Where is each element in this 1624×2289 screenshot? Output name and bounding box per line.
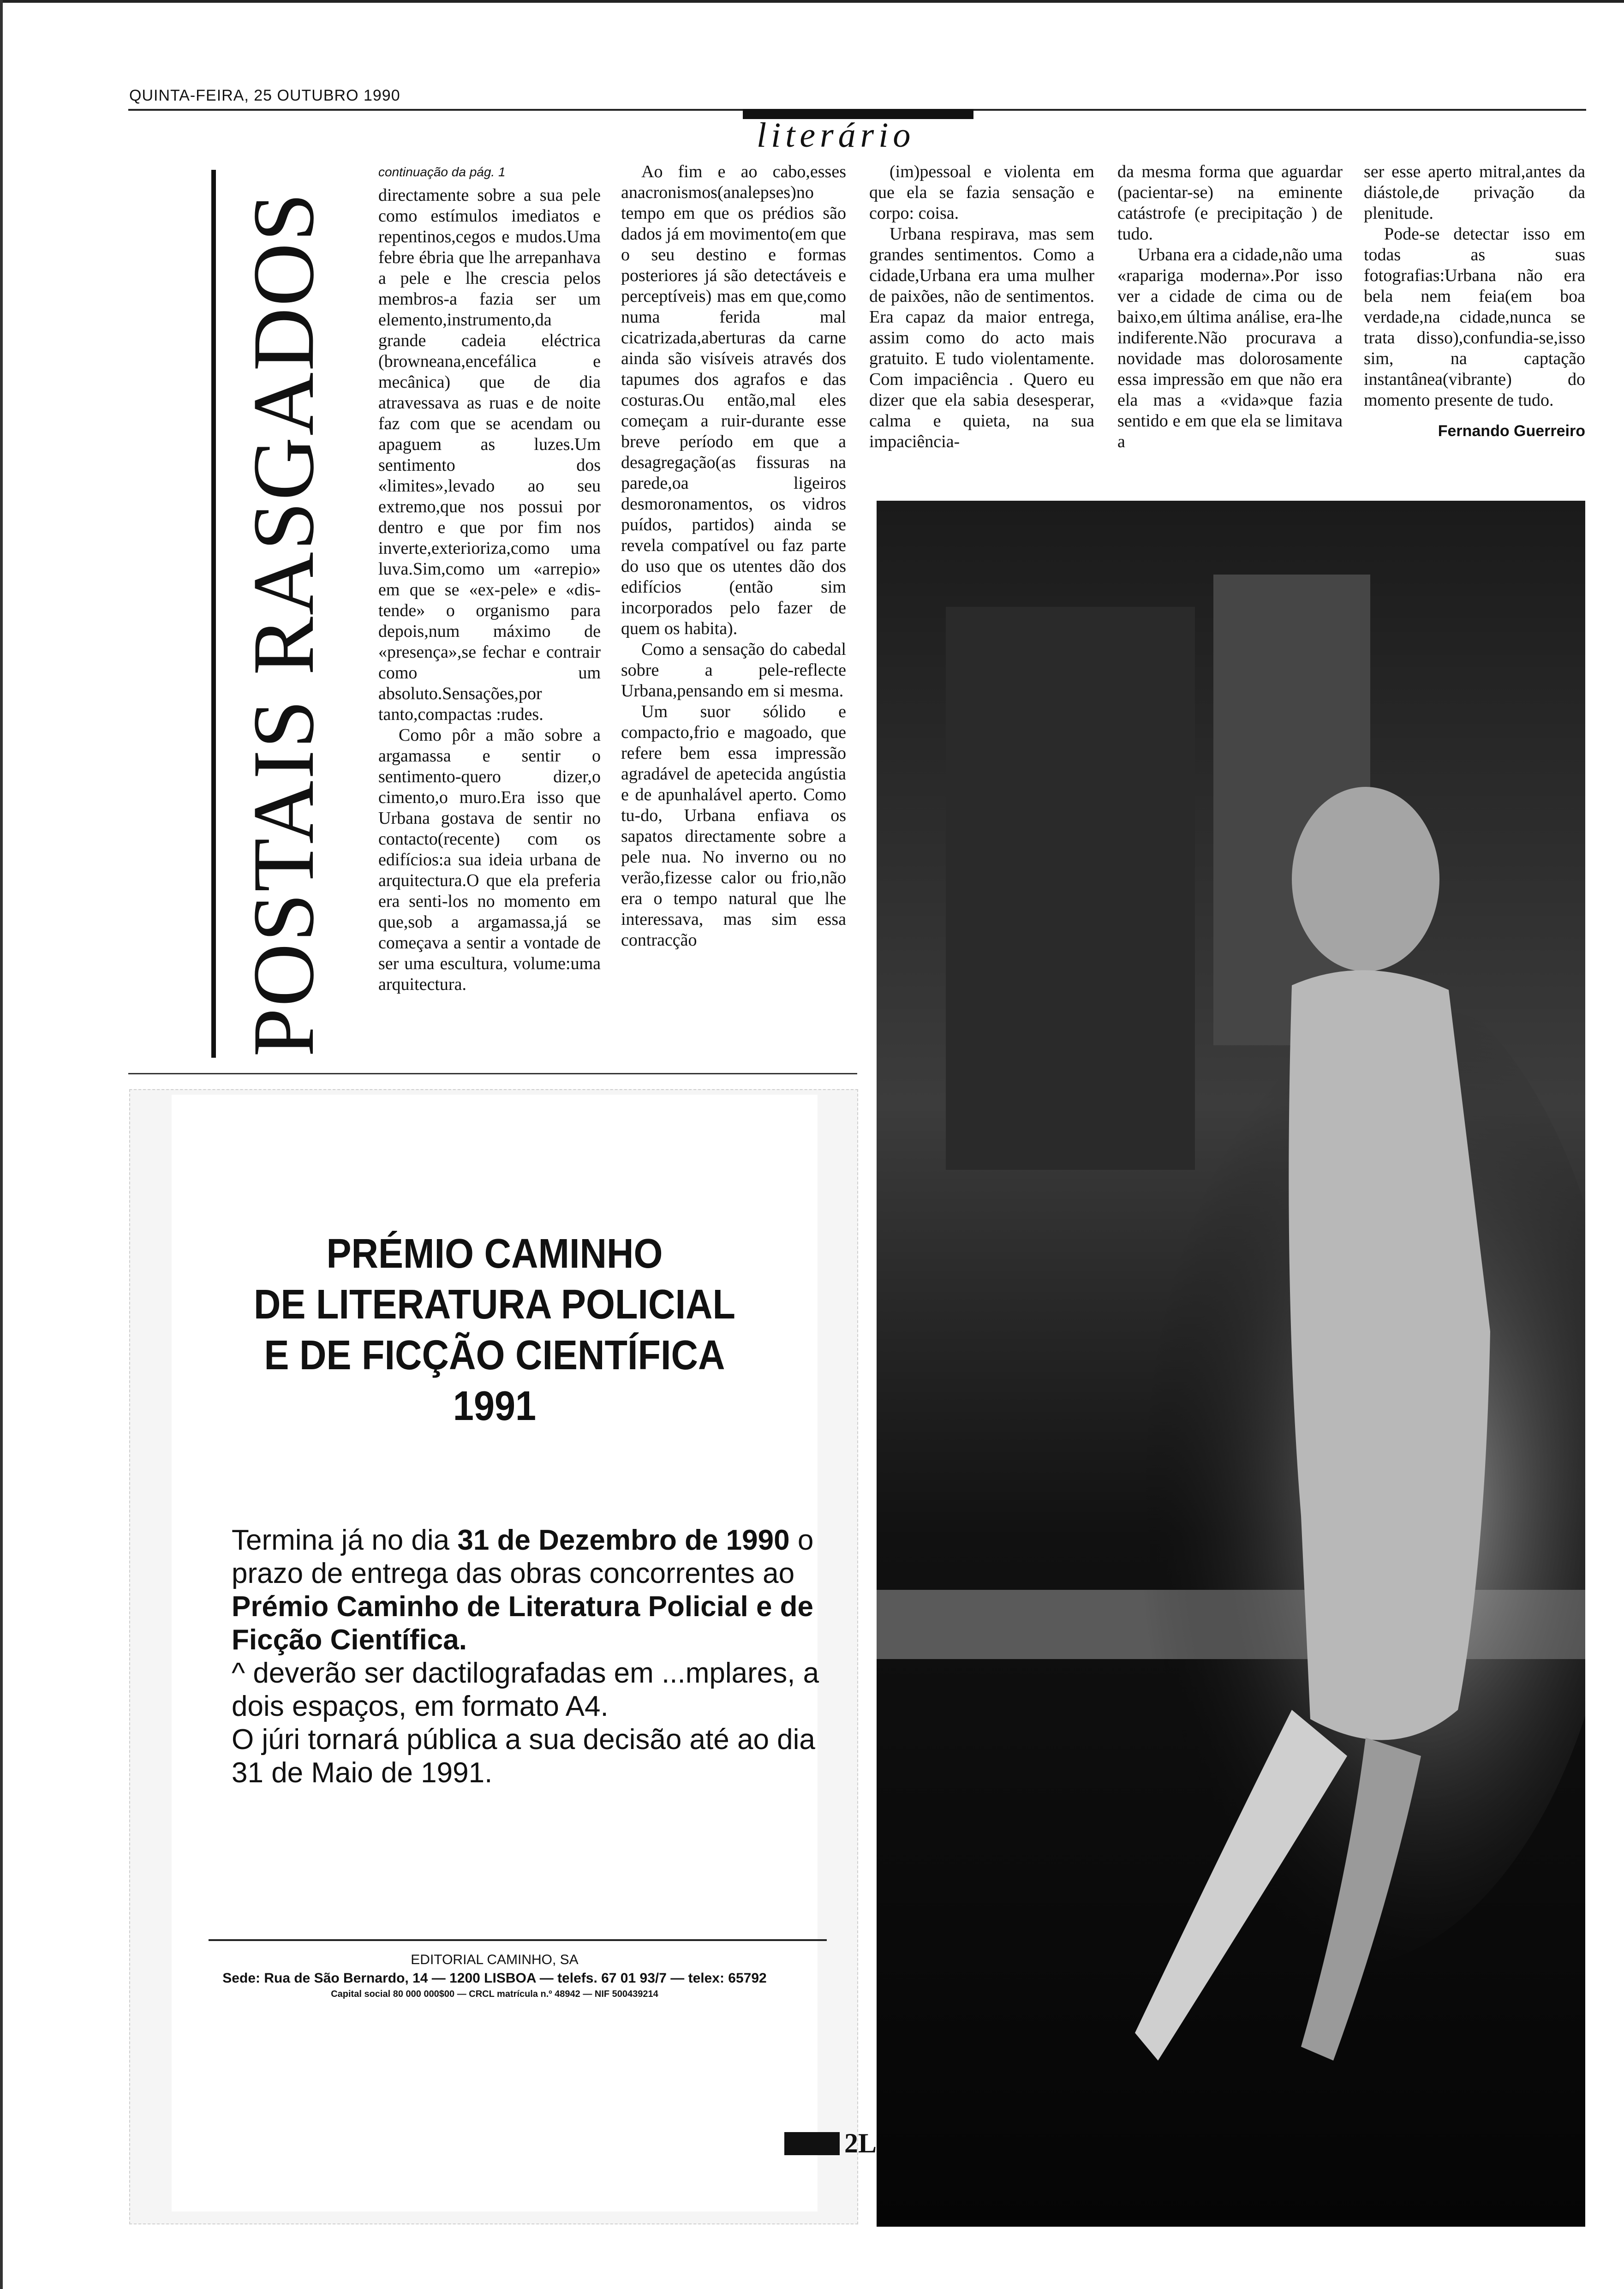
article-column-1 — [378, 162, 601, 995]
article-vertical-title: POSTAIS RASGADOS — [235, 191, 332, 1057]
vertical-title-rule — [211, 170, 216, 1058]
paragraph: da mesma forma que aguardar (pacientar-se) na eminente catástrofe (e precipitação ) de tudo. — [1117, 162, 1343, 244]
ad-title-line: DE LITERATURA POLICIAL — [254, 1282, 735, 1328]
ad-paragraph — [232, 1524, 831, 1657]
paragraph: Urbana respirava, mas sem grandes sentimentos. Como a cidade,Urbana era uma mulher de paixões, não de sentimentos. Era capaz da maior entrega, assim como do acto mais gratuito. E tudo violentamente. Com impaciência . Quero eu dizer que ela sabia desesperar, calma e quieta, na sua impaciência- — [869, 224, 1094, 451]
author-byline: Fernando Guerreiro — [1438, 422, 1585, 440]
ad-prize-name: Prémio Caminho de Literatura Policial e de Ficção Científica. — [232, 1591, 814, 1656]
left-border — [0, 0, 3, 2289]
paragraph: (im)pessoal e violenta em que ela se fazia sensação e corpo: coisa. — [869, 162, 1094, 223]
ad-title — [204, 1228, 785, 1432]
photo-figure-body — [1289, 970, 1490, 1740]
ad-text: o prazo de entrega das obras concorrentes ao — [232, 1524, 814, 1589]
article-column-3 — [869, 162, 1094, 452]
advertisement — [129, 1089, 858, 2224]
ad-paragraph: ^ deverão ser dactilografadas em ...mplares, a dois espaços, em formato A4. — [232, 1657, 819, 1722]
ad-body — [232, 1524, 831, 1790]
paragraph: directamente sobre a sua pele como estímulos imediatos e repentinos,cegos e mudos.Uma febre ébria que lhe arrepanhava a pele e lhe crescia pelos membros-a fazia ser um elemento,instrumento,da grande cadeia eléctrica (browneana,encefálica e mecânica) que de dia atravessava as ruas e de noite faz com que se acendam ou apaguem as luzes.Um sentimento dos «limites»,levado ao seu extremo,que nos possui por dentro e que por fim nos inverte,exterioriza,como uma luva.Sim,como um «arrepio» em que se «ex-pele» e «dis-tende» o organismo para depois,num máximo de «presença»,se fechar e contrair como um absoluto.Sensações,por tanto,compactas :rudes. — [378, 186, 601, 724]
section-title: literário — [757, 116, 915, 155]
top-border — [0, 0, 1624, 3]
paragraph: Urbana era a cidade,não uma «rapariga moderna».Por isso ver a cidade de cima ou de baixo,em última análise, era-lhe indiferente.Não procurava a novidade mas dolorosamente essa impressão em que não era ela mas a «vida»que fazia sentido e em que ela se limitava a — [1117, 245, 1343, 451]
newspaper-logo-icon — [784, 2132, 840, 2155]
ad-text: Termina já no dia — [232, 1524, 458, 1556]
ad-top-rule — [128, 1073, 857, 1074]
ad-legal: Capital social 80 000 000$00 — CRCL matrícula n.º 48942 — NIF 500439214 — [331, 1989, 658, 1999]
continuation-note: continuação da pág. 1 — [378, 165, 506, 179]
paragraph: Um suor sólido e compacto,frio e magoado, que refere bem essa impressão agradável de apetecida angústia e de apunhalável aperto. Como tu-do, Urbana enfiava os sapatos directamente sobre a pele nua. No inverno ou no verão,fizesse calor ou frio,não era o tempo natural que lhe interessava, mas sim essa contracção — [621, 702, 846, 950]
ad-title-line: 1991 — [453, 1383, 537, 1429]
paragraph: ser esse aperto mitral,antes da diástole,de privação da plenitude. — [1364, 162, 1585, 223]
ad-footer-rule — [209, 1939, 827, 1941]
page-number: 2L — [844, 2128, 877, 2158]
ad-paragraph: O júri tornará pública a sua decisão até ao dia 31 de Maio de 1991. — [232, 1724, 815, 1789]
date-line: QUINTA-FEIRA, 25 OUTUBRO 1990 — [129, 87, 400, 104]
paragraph: Pode-se detectar isso em todas as suas fotografias:Urbana não era bela nem feia(em boa verdade,na cidade,nunca se trata disso),confundia-se,isso sim, na captação instantânea(vibrante) do momento presente de tudo. — [1364, 224, 1585, 410]
ad-date-deadline: 31 de Dezembro de 1990 — [457, 1524, 790, 1556]
paragraph: Ao fim e ao cabo,esses anacronismos(analepses)no tempo em que os prédios são dados já em movimento(em que o seu destino e formas posteriores já são detectáveis e perceptíveis) mas em que,como numa ferida mal cicatrizada,aberturas da carne ainda são visíveis através dos tapumes dos agrafos e das costuras.Ou então,mal eles começam a ruir-durante esse breve período em que a desagregação(as fissuras na parede,oa ligeiros desmoronamentos, os vidros puídos, partidos) ainda se revela compatível ou faz parte do uso que os utentes dão dos edifícios (então sim incorporados pelo fazer de quem os habita). — [621, 162, 846, 638]
ad-footer — [172, 1952, 818, 2000]
page-number-block — [784, 2127, 877, 2159]
article-column-5 — [1364, 162, 1585, 442]
paragraph: Como pôr a mão sobre a argamassa e sentir o sentimento-quero dizer,o cimento,o muro.Era isso que Urbana gostava de sentir no contacto(recente) com os edifícios:a sua ideia urbana de arquitectura.O que ela preferia era senti-los no momento em que,sob a argamassa,já se começava a sentir a vontade de ser uma escultura, volume:uma arquitectura. — [378, 725, 601, 994]
article-column-4 — [1117, 162, 1343, 452]
photo-figure-head — [1292, 787, 1439, 971]
ad-title-line: E DE FICÇÃO CIENTÍFICA — [264, 1332, 725, 1378]
ad-title-line: PRÉMIO CAMINHO — [326, 1231, 663, 1277]
ad-company: EDITORIAL CAMINHO, SA — [411, 1952, 579, 1967]
paragraph: Como a sensação do cabedal sobre a pele-reflecte Urbana,pensando em si mesma. — [621, 640, 846, 701]
ad-panel — [172, 1095, 818, 2211]
ad-address: Sede: Rua de São Bernardo, 14 — 1200 LISBOA — telefs. 67 01 93/7 — telex: 65792 — [222, 1971, 767, 1986]
article-photo — [877, 501, 1585, 2227]
article-column-2 — [621, 162, 846, 951]
